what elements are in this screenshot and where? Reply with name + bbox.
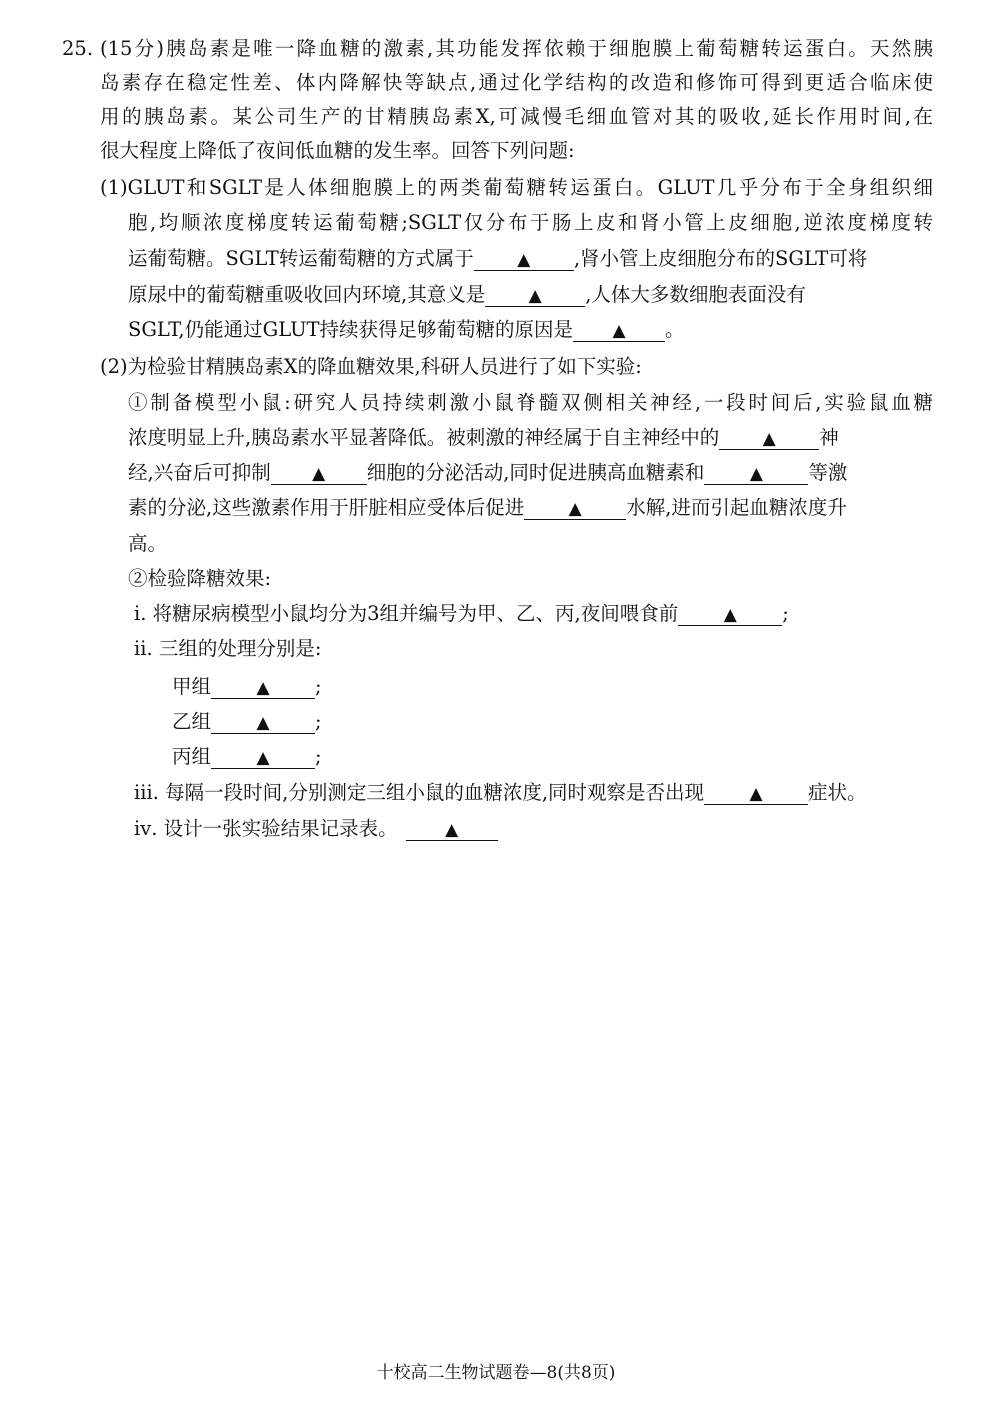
group-c-row bbox=[172, 744, 322, 770]
group-a-row bbox=[172, 674, 322, 700]
group-c-label: 丙组 bbox=[172, 745, 212, 768]
page-footer: 十校高二生物试题卷—8(共8页) bbox=[376, 1363, 616, 1383]
substep-i-text: 将糖尿病模型小鼠均分为3组并编号为甲、乙、丙,夜间喂食前 bbox=[152, 602, 679, 625]
blank-marker-icon: ▲ bbox=[256, 748, 270, 768]
blank-marker-icon: ▲ bbox=[612, 321, 626, 341]
question-stem-line-1: (15分)胰岛素是唯一降血糖的激素,其功能发挥依赖于细胞膜上葡萄糖转运蛋白。天然胰 bbox=[100, 37, 933, 60]
question-number: 25. bbox=[62, 37, 94, 60]
step1-line-2-text-b: 神 bbox=[819, 426, 839, 449]
substep-iv-number: ⅳ. bbox=[134, 817, 158, 840]
step1-line-4 bbox=[128, 495, 847, 521]
answer-blank-hydrolyzed-substance[interactable] bbox=[524, 497, 626, 520]
answer-blank-glut-reason[interactable] bbox=[573, 319, 665, 342]
group-c-end: ; bbox=[315, 745, 322, 768]
step1-line-3-text-c: 等激 bbox=[808, 461, 848, 484]
substep-iv bbox=[134, 816, 498, 842]
substep-ii-number: ⅱ. bbox=[134, 637, 153, 660]
group-b-end: ; bbox=[315, 710, 322, 733]
group-b-row bbox=[172, 709, 322, 735]
part1-line-3 bbox=[128, 246, 867, 272]
substep-ii-text: 三组的处理分别是: bbox=[158, 637, 322, 660]
step1-line-3-text-a: 经,兴奋后可抑制 bbox=[128, 461, 271, 484]
blank-marker-icon: ▲ bbox=[568, 499, 582, 519]
group-a-end: ; bbox=[315, 675, 322, 698]
blank-marker-icon: ▲ bbox=[749, 464, 763, 484]
substep-ii bbox=[134, 636, 321, 662]
part1-line-5-text-a: SGLT,仍能通过GLUT持续获得足够葡萄糖的原因是 bbox=[128, 318, 574, 341]
step2-title: ②检验降糖效果: bbox=[128, 567, 272, 590]
step1-line-3 bbox=[128, 460, 847, 486]
step1-line-3-text-b: 细胞的分泌活动,同时促进胰高血糖素和 bbox=[366, 461, 705, 484]
part1-line-2: 胞,均顺浓度梯度转运葡萄糖;SGLT仅分布于肠上皮和肾小管上皮细胞,逆浓度梯度转 bbox=[128, 211, 933, 234]
group-b-label: 乙组 bbox=[172, 710, 212, 733]
answer-blank-group-c[interactable] bbox=[211, 746, 315, 769]
part1-line-4-text-a: 原尿中的葡萄糖重吸收回内环境,其意义是 bbox=[128, 283, 486, 306]
blank-marker-icon: ▲ bbox=[256, 678, 270, 698]
answer-blank-symptom[interactable] bbox=[704, 782, 808, 805]
answer-blank-nerve-type[interactable] bbox=[719, 427, 819, 450]
blank-marker-icon: ▲ bbox=[517, 250, 531, 270]
part1-line-1: (1)GLUT和SGLT是人体细胞膜上的两类葡萄糖转运蛋白。GLUT几乎分布于全身组织细 bbox=[100, 176, 933, 199]
answer-blank-group-a[interactable] bbox=[211, 676, 315, 699]
step1-line-5: 高。 bbox=[128, 532, 168, 555]
answer-blank-other-hormone[interactable] bbox=[704, 462, 808, 485]
substep-iii-end: 症状。 bbox=[808, 781, 867, 804]
substep-iv-text: 设计一张实验结果记录表。 bbox=[163, 817, 398, 840]
substep-i-number: ⅰ. bbox=[134, 602, 147, 625]
question-stem-line-3: 用的胰岛素。某公司生产的甘精胰岛素X,可减慢毛细血管对其的吸收,延长作用时间,在 bbox=[100, 105, 933, 128]
step1-line-1: ①制备模型小鼠:研究人员持续刺激小鼠脊髓双侧相关神经,一段时间后,实验鼠血糖 bbox=[128, 391, 933, 414]
substep-iii-text: 每隔一段时间,分别测定三组小鼠的血糖浓度,同时观察是否出现 bbox=[165, 781, 705, 804]
blank-marker-icon: ▲ bbox=[749, 784, 763, 804]
question-stem-line-2: 岛素存在稳定性差、体内降解快等缺点,通过化学结构的改造和修饰可得到更适合临床使 bbox=[100, 71, 933, 94]
substep-iii bbox=[134, 780, 867, 806]
answer-blank-group-b[interactable] bbox=[211, 711, 315, 734]
question-stem-line-4: 很大程度上降低了夜间低血糖的发生率。回答下列问题: bbox=[100, 139, 575, 162]
step1-line-2-text-a: 浓度明显上升,胰岛素水平显著降低。被刺激的神经属于自主神经中的 bbox=[128, 426, 720, 449]
substep-i bbox=[134, 601, 789, 627]
blank-marker-icon: ▲ bbox=[528, 286, 542, 306]
part1-line-3-text-b: ,肾小管上皮细胞分布的SGLT可将 bbox=[573, 247, 868, 270]
blank-marker-icon: ▲ bbox=[256, 713, 270, 733]
answer-blank-significance[interactable] bbox=[485, 284, 585, 307]
substep-i-end: ; bbox=[782, 602, 789, 625]
step1-line-4-text-a: 素的分泌,这些激素作用于肝脏相应受体后促进 bbox=[128, 496, 525, 519]
substep-iii-number: ⅲ. bbox=[134, 781, 159, 804]
answer-blank-before-feeding[interactable] bbox=[678, 603, 782, 626]
part1-line-5-text-b: 。 bbox=[665, 318, 685, 341]
step1-line-4-text-b: 水解,进而引起血糖浓度升 bbox=[626, 496, 847, 519]
blank-marker-icon: ▲ bbox=[723, 605, 737, 625]
blank-marker-icon: ▲ bbox=[445, 820, 459, 840]
group-a-label: 甲组 bbox=[172, 675, 212, 698]
part1-line-4-text-b: ,人体大多数细胞表面没有 bbox=[585, 283, 806, 306]
blank-marker-icon: ▲ bbox=[312, 464, 326, 484]
part1-line-4 bbox=[128, 282, 806, 308]
answer-blank-record-table[interactable] bbox=[406, 818, 498, 841]
blank-marker-icon: ▲ bbox=[762, 429, 776, 449]
part2-intro: (2)为检验甘精胰岛素X的降血糖效果,科研人员进行了如下实验: bbox=[100, 355, 642, 378]
part1-line-5 bbox=[128, 317, 685, 343]
part1-line-3-text-a: 运葡萄糖。SGLT转运葡萄糖的方式属于 bbox=[128, 247, 474, 270]
answer-blank-transport-mode[interactable] bbox=[474, 248, 574, 271]
answer-blank-inhibited-cell[interactable] bbox=[271, 462, 367, 485]
step1-line-2 bbox=[128, 425, 839, 451]
